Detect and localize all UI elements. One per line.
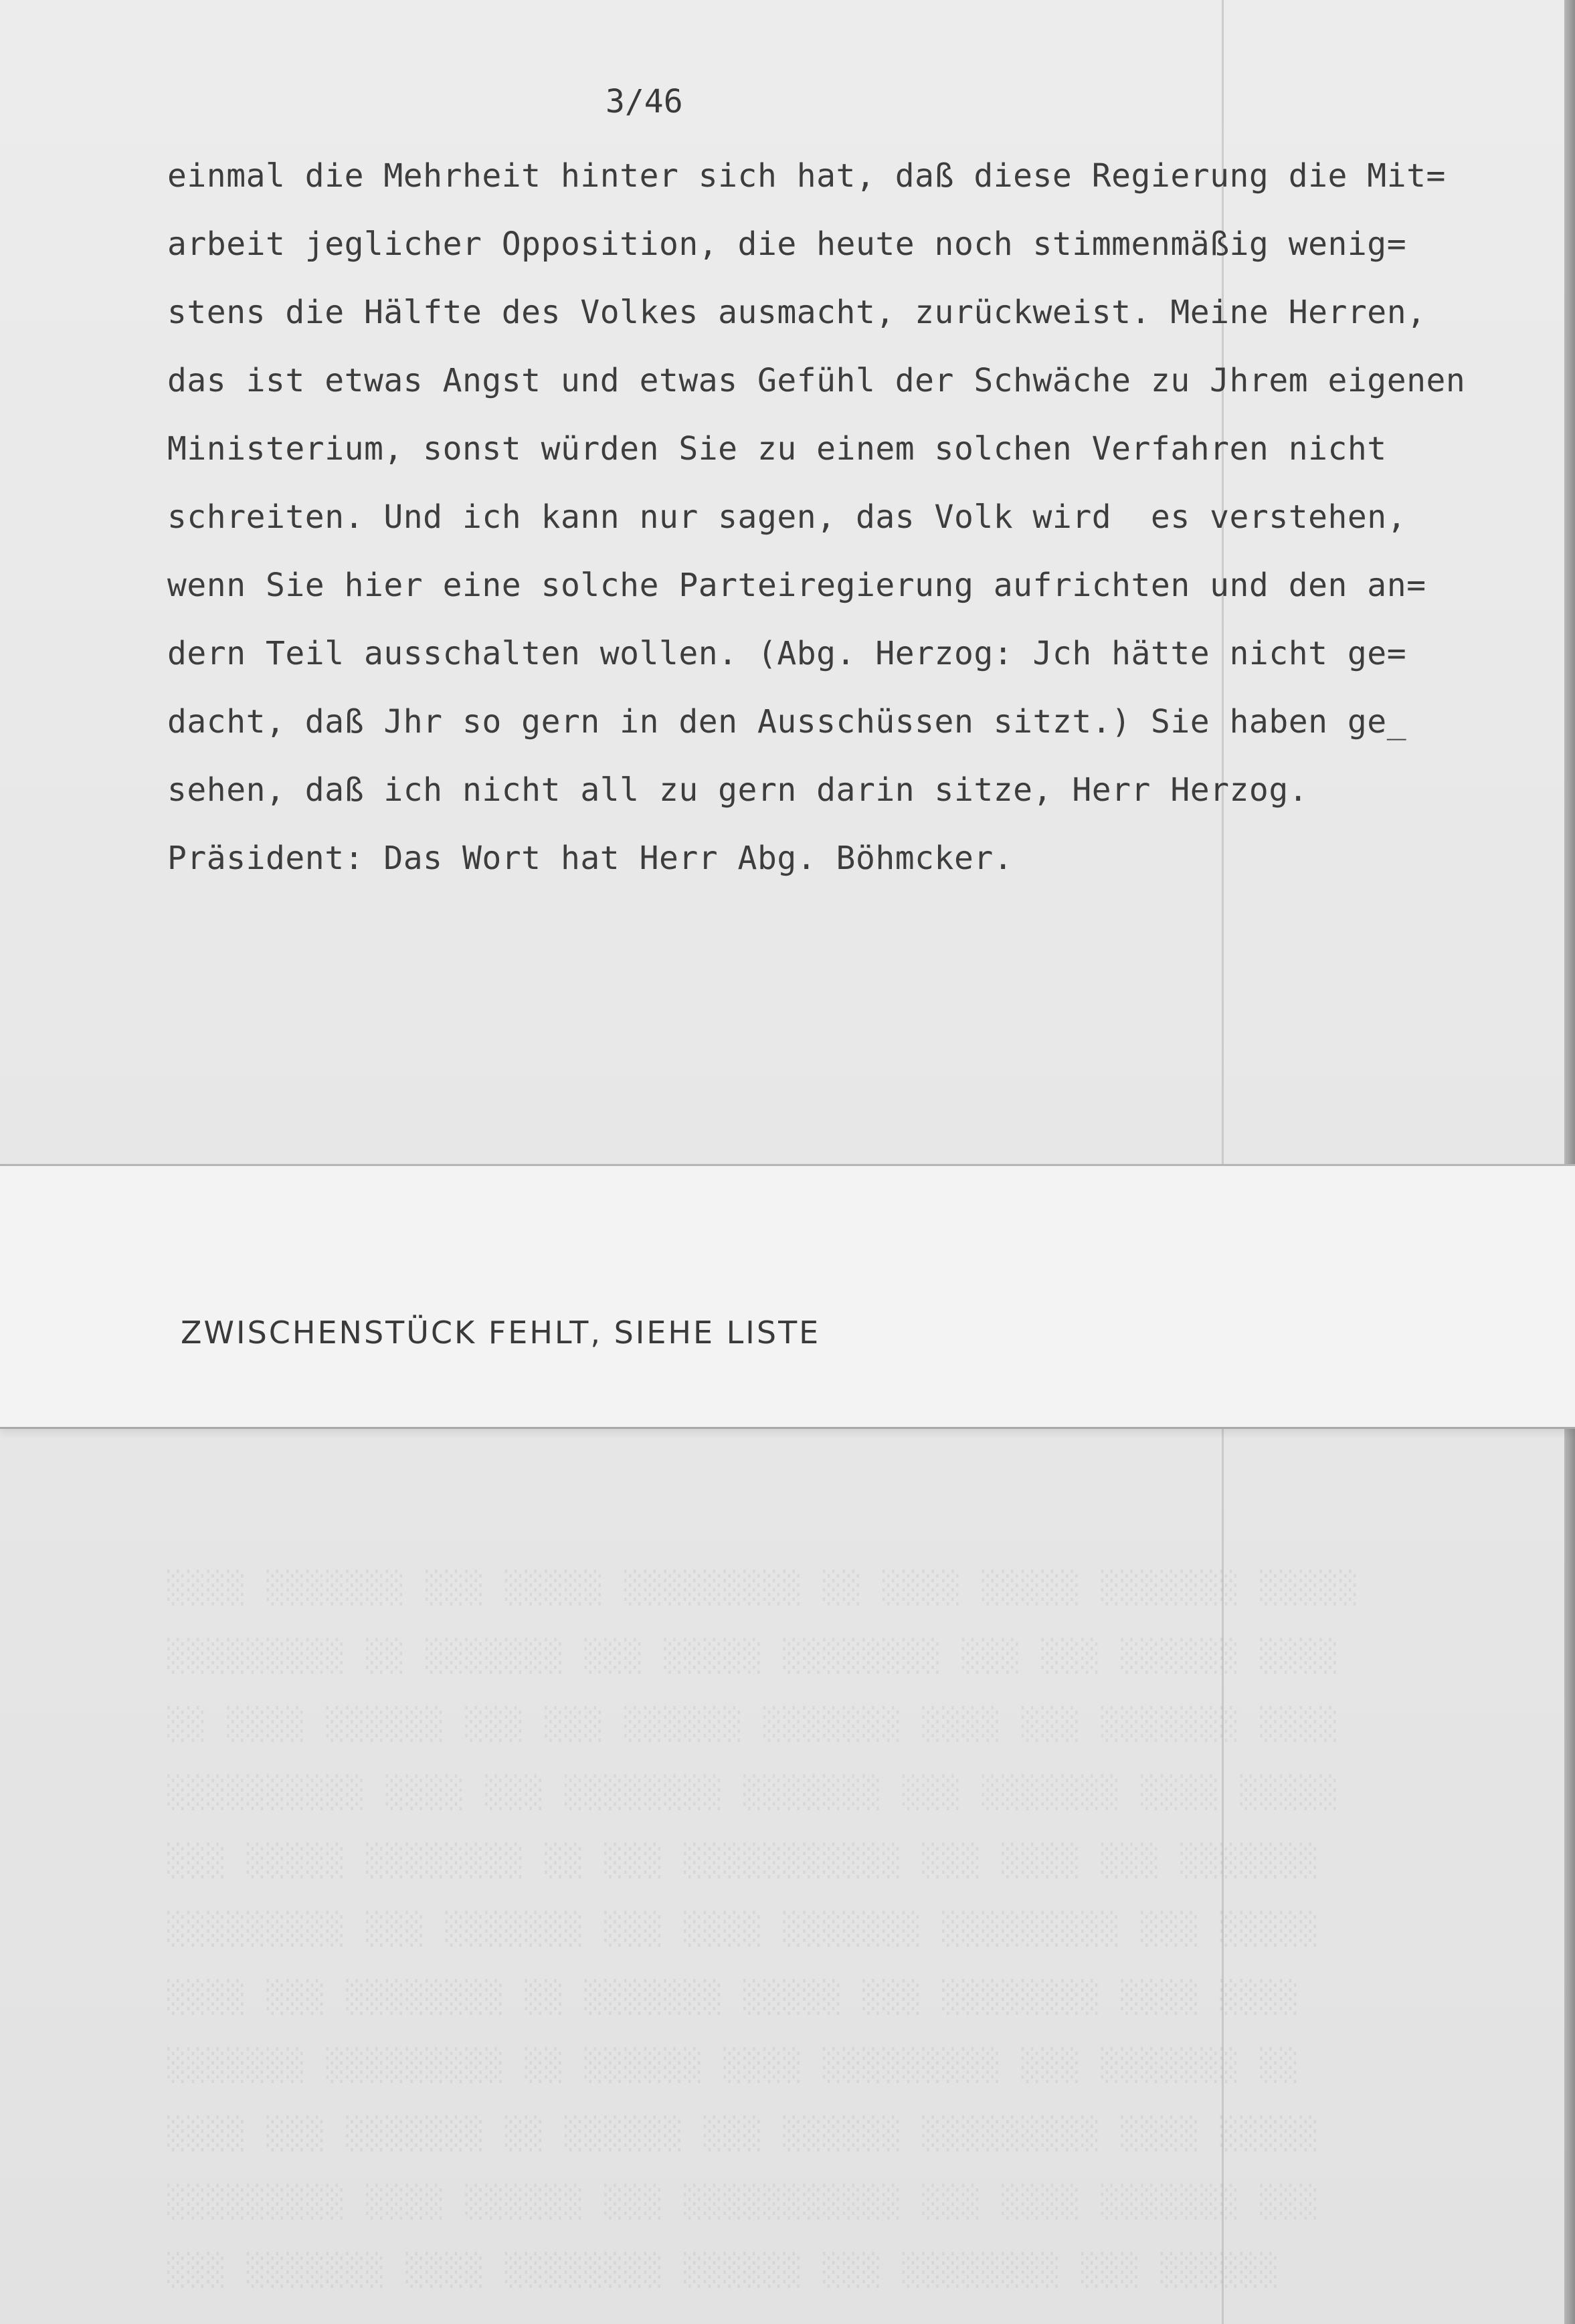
text-line: stens die Hälfte des Volkes ausmacht, zurückweist. Meine Herren, — [167, 294, 1426, 331]
text-line: schreiten. Und ich kann nur sagen, das Volk wird es verstehen, — [167, 498, 1407, 536]
text-line: wenn Sie hier eine solche Parteiregierung aufrichten und den an= — [167, 567, 1426, 604]
missing-section-strip — [0, 1164, 1575, 1429]
paper-edge — [1564, 0, 1575, 2324]
text-line: das ist etwas Angst und etwas Gefühl der Schwäche zu Jhrem eigenen — [167, 362, 1466, 399]
missing-section-notice: ZWISCHENSTÜCK FEHLT, SIEHE LISTE — [181, 1315, 821, 1351]
text-line: arbeit jeglicher Opposition, die heute noch stimmenmäßig wenig= — [167, 225, 1407, 263]
text-line: sehen, daß ich nicht all zu gern darin sitze, Herr Herzog. — [167, 771, 1309, 809]
text-line: dern Teil ausschalten wollen. (Abg. Herzog: Jch hätte nicht ge= — [167, 635, 1407, 672]
typed-text-block — [167, 142, 1559, 892]
text-line: dacht, daß Jhr so gern in den Ausschüssen sitzt.) Sie haben ge_ — [167, 703, 1407, 741]
text-line: einmal die Mehrheit hinter sich hat, daß diese Regierung die Mit= — [167, 157, 1446, 195]
bleed-through-text: ░░░░ ░░░░░░░ ░░░ ░░░░░ ░░░░░░░░░ ░░ ░░░░ ░░░░░ ░░░░░░░ ░░░░░ ░░░░░░░░░ ░░ ░░░░░░░ ░░░ ░░░░░ ░░░░░░░░ ░░░ ░░░ ░░░░░░ ░░░░ ░░ ░░░░ ░░░░░░ ░░░ ░░░ ░░░░░░ ░░░░░░░ ░░░░ ░░░ ░░░░░░░ ░░░░ ░░░░░░░░░░ ░░░░ ░░░ ░░░░░░░░ ░░░░░░░ ░░░ ░░░░░░░ ░░░░ ░░░░░ ░░░ ░░░░░ ░░░░░░░░ ░░ ░░░ ░░░░░░░░░░░ ░░░ ░░░░ ░░░ ░░░░░░░ ░░░░░░░░░ ░░░ ░░░░░░░ ░░░ ░░░░ ░░░░░░░ ░░░░░░░░░ ░░░ ░░░░░ ░░░░ ░░░ ░░░░░░░░ ░░ ░░░░░░░ ░░░░░ ░░░ ░░░░░░░░ ░░░░ ░░░░ ░░░░░░░ ░░░░░░░░░ ░░ ░░░░░░ ░░░░ ░░░░░░░░░ ░░░ ░░░░░░░ ░░ ░░░░ ░░░ ░░░░░░░ ░░ ░░░░░░ ░░░ ░░░░░░ ░░░░░░░░░ ░░░░ ░░░░░ ░░░░░░░░░ ░░░░ ░░░░░░ ░░░ ░░░░░░░░░░░ ░░░ ░░░░ ░░░░░░░ ░░░ ░░░ ░░░░░░░ ░░░░ ░░░░░░░░ ░░░░░░ ░░░ ░░░░░░░░ ░░░ ░░░░░░ — [167, 1569, 1360, 2288]
text-line: Ministerium, sonst würden Sie zu einem solchen Verfahren nicht — [167, 430, 1387, 468]
text-line: Präsident: Das Wort hat Herr Abg. Böhmcker. — [167, 840, 1014, 877]
page-number: 3/46 — [606, 83, 683, 120]
